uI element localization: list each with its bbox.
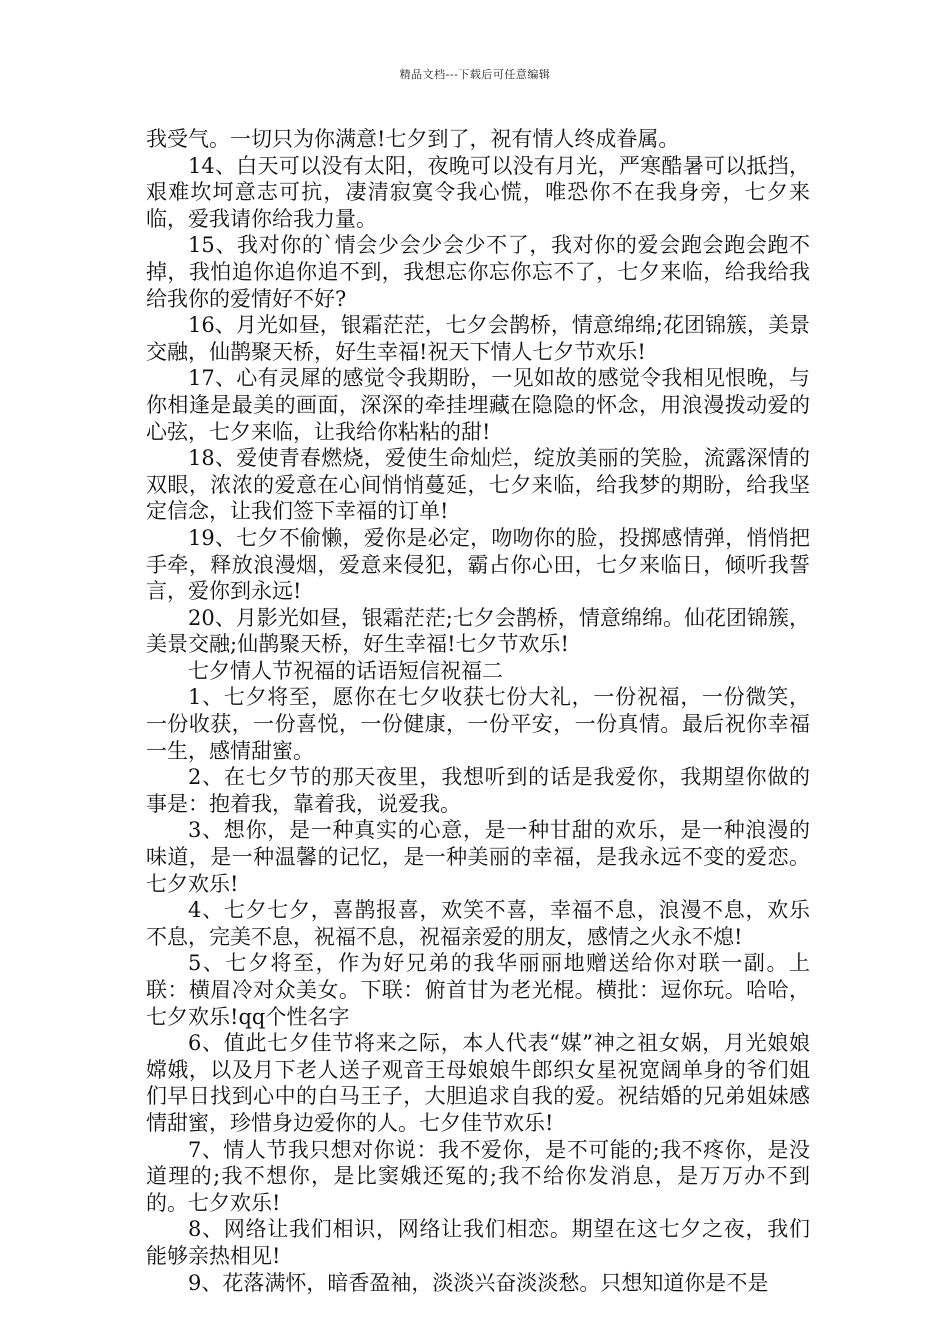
paragraph: 3、想你，是一种真实的心意，是一种甘甜的欢乐，是一种浪漫的味道，是一种温馨的记忆，是一种美丽的幸福，是我永远不变的爱恋。七夕欢乐! (146, 818, 810, 896)
paragraph: 19、七夕不偷懒，爱你是必定，吻吻你的脸，投掷感情弹，悄悄把手牵，释放浪漫烟，爱意来侵犯，霸占你心田，七夕来临日，倾听我誓言，爱你到永远! (146, 525, 810, 604)
paragraph: 我受气。一切只为你满意!七夕到了，祝有情人终成眷属。 (146, 127, 680, 151)
paragraph: 18、爱使青春燃烧，爱使生命灿烂，绽放美丽的笑脸，流露深情的双眼，浓浓的爱意在心间悄悄蔓延，七夕来临，给我梦的期盼，给我坚定信念，让我们签下幸福的订单! (146, 446, 810, 524)
paragraph: 5、七夕将至，作为好兄弟的我华丽丽地赠送给你对联一副。上联：横眉冷对众美女。下联：俯首甘为老光棍。横批：逗你玩。哈哈，七夕欢乐!qq个性名字 (146, 951, 810, 1029)
paragraph: 七夕情人节祝福的话语短信祝福二 (188, 658, 503, 683)
paragraph: 8、网络让我们相识，网络让我们相恋。期望在这七夕之夜，我们能够亲热相见! (146, 1217, 810, 1268)
paragraph: 14、白天可以没有太阳，夜晚可以没有月光，严寒酷暑可以抵挡，艰难坎坷意志可抗，凄清寂寞令我心慌，唯恐你不在我身旁，七夕来临，爱我请你给我力量。 (146, 153, 810, 231)
paragraph: 16、月光如昼，银霜茫茫，七夕会鹊桥，情意绵绵;花团锦簇，美景交融，仙鹊聚天桥，好生幸福!祝天下情人七夕节欢乐! (146, 313, 810, 364)
paragraph: 2、在七夕节的那天夜里，我想听到的话是我爱你，我期望你做的事是：抱着我，靠着我，说爱我。 (146, 765, 810, 816)
paragraph: 15、我对你的`情会少会少会少不了，我对你的爱会跑会跑会跑不掉，我怕追你追你追不到，我想忘你忘你忘不了，七夕来临，给我给我给我你的爱情好不好? (146, 233, 810, 311)
paragraph: 9、花落满怀，暗香盈袖，淡淡兴奋淡淡愁。只想知道你是不是 (188, 1270, 769, 1295)
document-body (146, 126, 810, 1296)
paragraph: 1、七夕将至，愿你在七夕收获七份大礼，一份祝福，一份微笑，一份收获，一份喜悦，一份健康，一份平安，一份真情。最后祝你幸福一生，感情甜蜜。 (146, 685, 810, 763)
paragraph: 6、值此七夕佳节将来之际，本人代表“媒”神之祖女娲，月光娘娘嫦娥，以及月下老人送子观音王母娘娘牛郎织女星祝宽阔单身的爷们姐们早日找到心中的白马王子，大胆追求自我的爱。祝结婚的兄弟姐妹感情甜蜜，珍惜身边爱你的人。七夕佳节欢乐! (146, 1031, 810, 1135)
paragraph: 17、心有灵犀的感觉令我期盼，一见如故的感觉令我相见恨晚，与你相逢是最美的画面，深深的牵挂埋藏在隐隐的怀念，用浪漫拨动爱的心弦，七夕来临，让我给你粘粘的甜! (146, 366, 810, 444)
paragraph: 7、情人节我只想对你说：我不爱你，是不可能的;我不疼你，是没道理的;我不想你，是比窦娥还冤的;我不给你发消息，是万万办不到的。七夕欢乐! (146, 1137, 810, 1215)
paragraph: 20、月影光如昼，银霜茫茫;七夕会鹊桥，情意绵绵。仙花团锦簇，美景交融;仙鹊聚天桥，好生幸福!七夕节欢乐! (146, 605, 810, 657)
page-header: 精品文档---下载后可任意编辑 (399, 68, 551, 81)
paragraph: 4、七夕七夕，喜鹊报喜，欢笑不喜，幸福不息，浪漫不息，欢乐不息，完美不息，祝福不息，祝福亲爱的朋友，感情之火永不熄! (146, 898, 810, 949)
